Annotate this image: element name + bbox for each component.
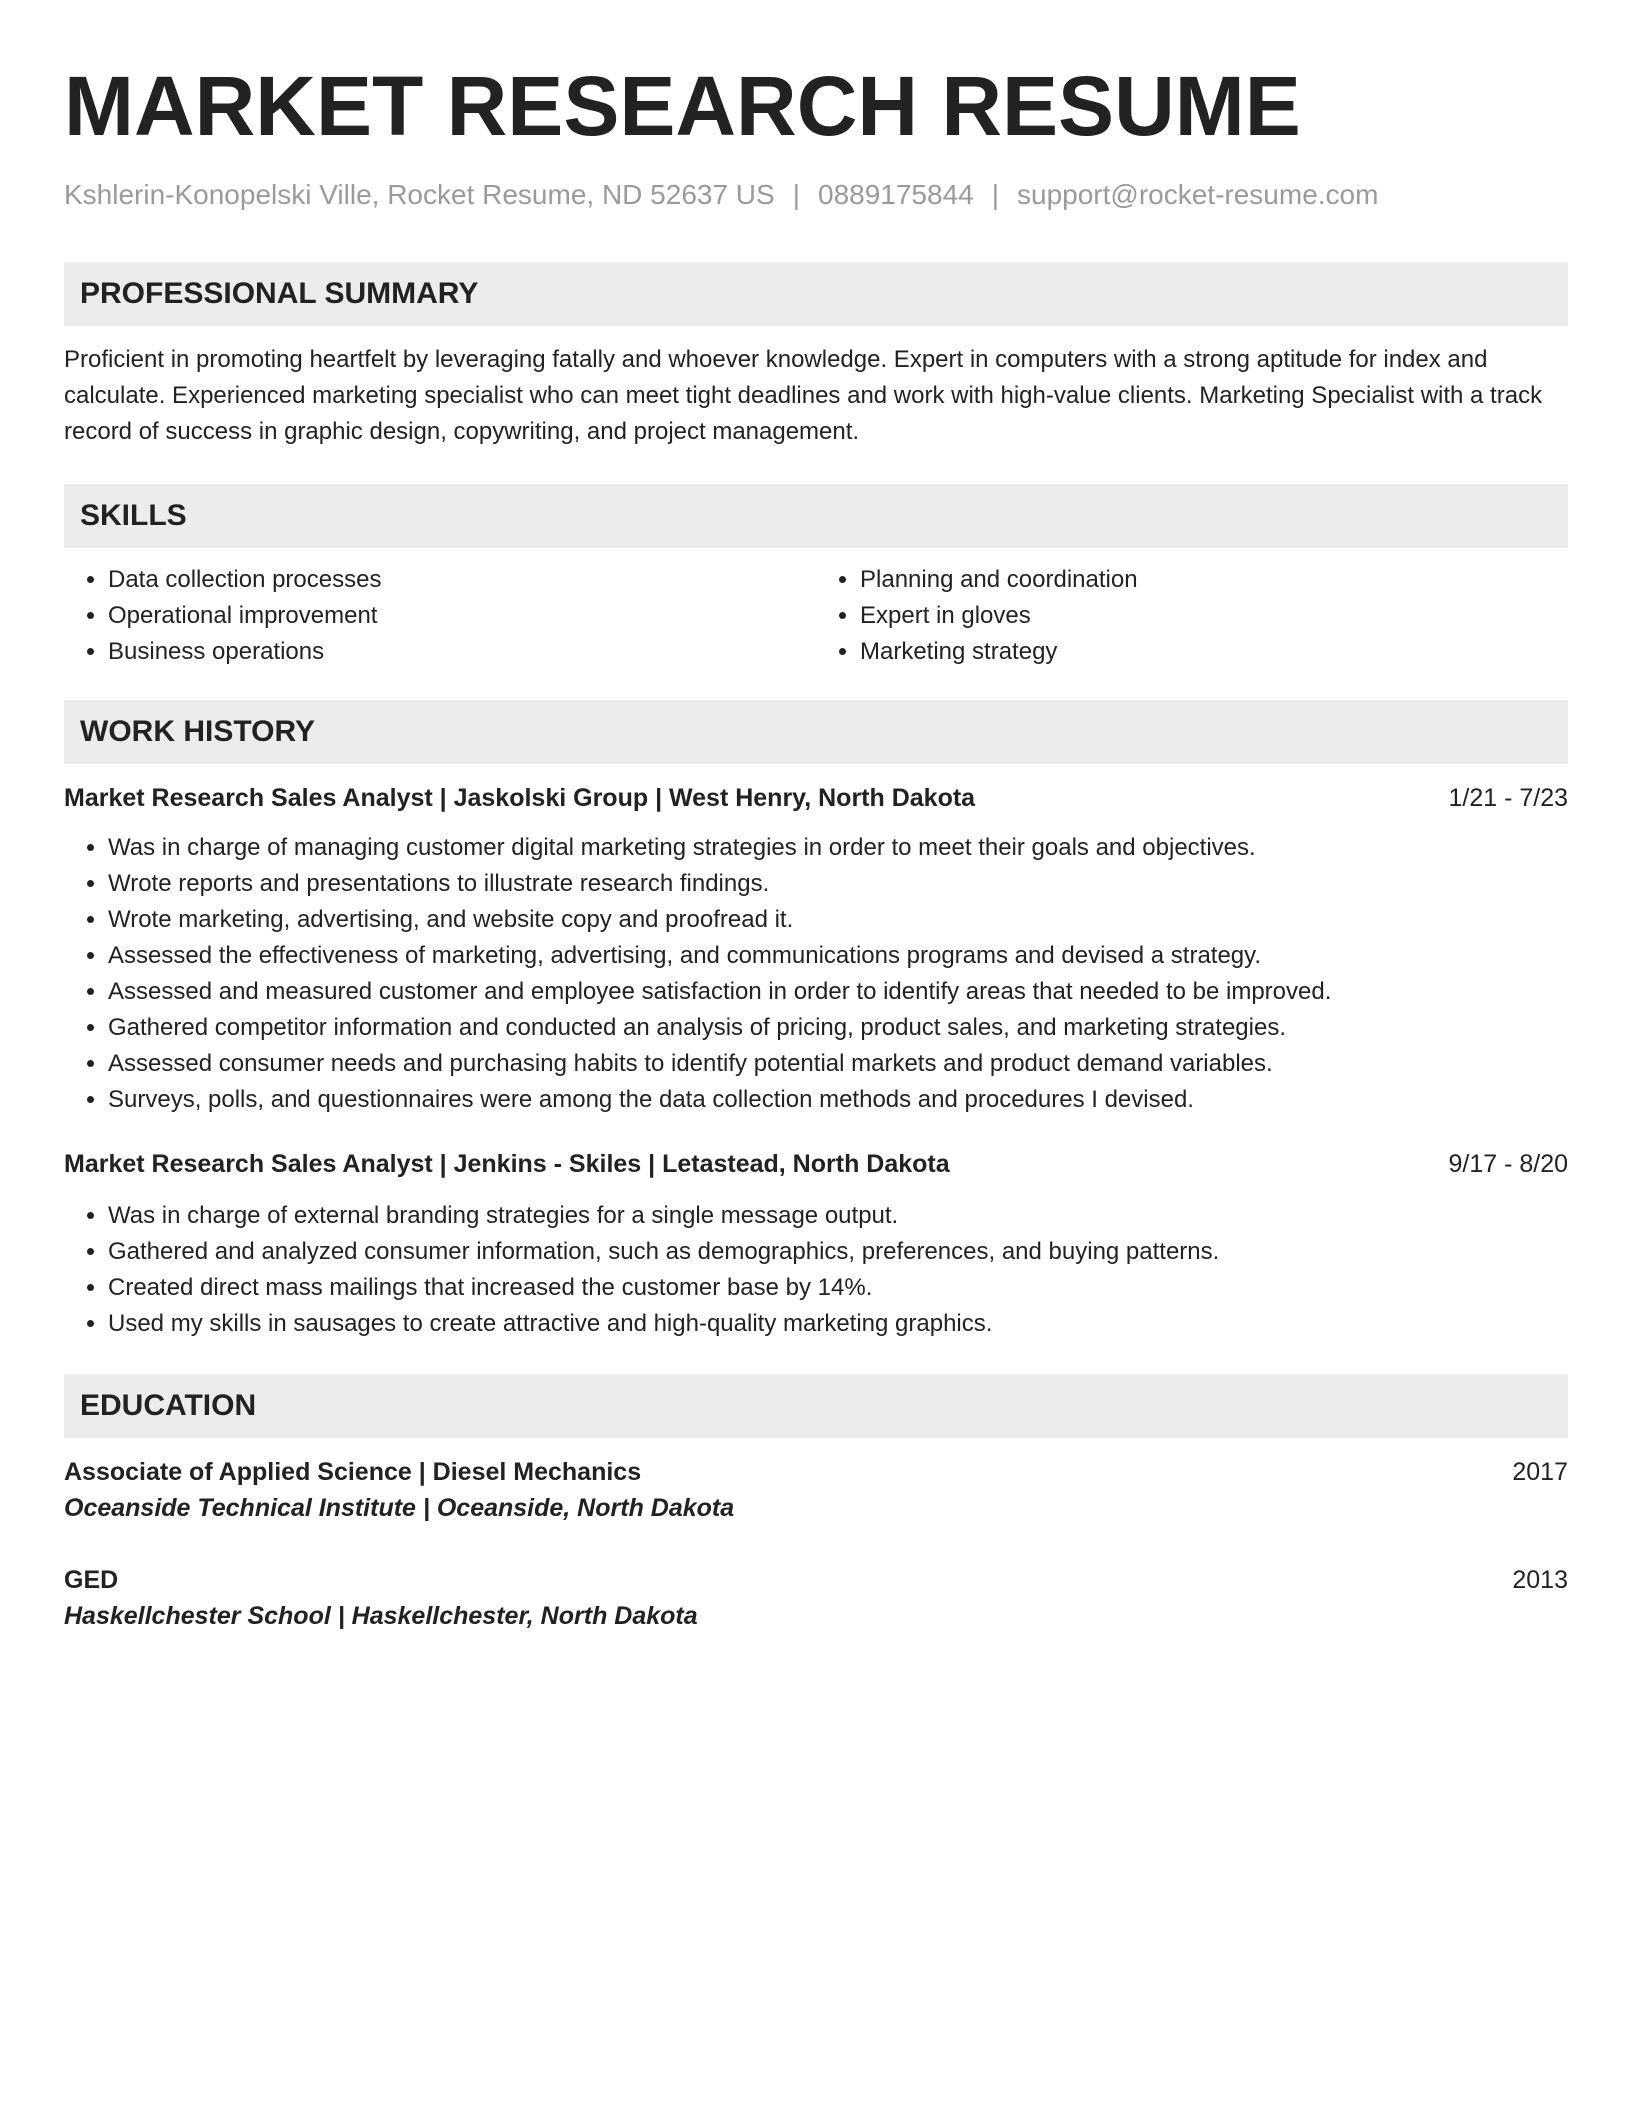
education-school: Haskellchester School | Haskellchester, North Dakota bbox=[64, 1602, 698, 1630]
job-bullet: • Wrote marketing, advertising, and website copy and proofread it. bbox=[108, 902, 1568, 938]
contact-separator: | bbox=[792, 179, 800, 210]
skill-item: • Business operations bbox=[108, 634, 816, 670]
education-entry bbox=[64, 1562, 1568, 1634]
job-bullet: • Surveys, polls, and questionnaires were among the data collection methods and procedures I devised. bbox=[108, 1082, 1568, 1118]
job-bullets bbox=[64, 830, 1568, 1118]
job-bullet: • Wrote reports and presentations to illustrate research findings. bbox=[108, 866, 1568, 902]
skill-item: • Marketing strategy bbox=[860, 634, 1568, 670]
education-header bbox=[64, 1454, 1568, 1490]
job-bullet: • Gathered competitor information and conducted an analysis of pricing, product sales, and marketing strategies. bbox=[108, 1010, 1568, 1046]
skill-item: • Planning and coordination bbox=[860, 562, 1568, 598]
job-bullet: • Gathered and analyzed consumer information, such as demographics, preferences, and buying patterns. bbox=[108, 1234, 1568, 1270]
resume-title: MARKET RESEARCH RESUME bbox=[64, 59, 1301, 153]
education-header bbox=[64, 1562, 1568, 1598]
job-title: Market Research Sales Analyst | Jenkins - Skiles | Letastead, North Dakota bbox=[64, 1150, 950, 1178]
education-degree: Associate of Applied Science | Diesel Mechanics bbox=[64, 1458, 642, 1486]
job-bullet: • Assessed the effectiveness of marketing, advertising, and communications programs and devised a strategy. bbox=[108, 938, 1568, 974]
job-bullet: • Used my skills in sausages to create attractive and high-quality marketing graphics. bbox=[108, 1306, 1568, 1342]
contact-line bbox=[64, 178, 1568, 212]
skill-item: • Operational improvement bbox=[108, 598, 816, 634]
job-bullet: • Was in charge of external branding strategies for a single message output. bbox=[108, 1198, 1568, 1234]
contact-separator: | bbox=[991, 179, 1000, 210]
education-year: 2017 bbox=[1512, 1458, 1568, 1486]
education-entry bbox=[64, 1454, 1568, 1526]
job-bullet: • Assessed and measured customer and employee satisfaction in order to identify areas that needed to be improved. bbox=[108, 974, 1568, 1010]
skills-heading: SKILLS bbox=[64, 484, 1568, 548]
job-bullet: • Was in charge of managing customer digital marketing strategies in order to meet their goals and objectives. bbox=[108, 830, 1568, 866]
job-bullet: • Assessed consumer needs and purchasing habits to identify potential markets and product demand variables. bbox=[108, 1046, 1568, 1082]
education-heading: EDUCATION bbox=[64, 1374, 1568, 1438]
job-entry bbox=[64, 1146, 1568, 1342]
contact-email: support@rocket-resume.com bbox=[1017, 179, 1379, 210]
job-dates: 1/21 - 7/23 bbox=[1448, 784, 1568, 812]
education-degree: GED bbox=[64, 1566, 119, 1594]
job-bullets bbox=[64, 1198, 1568, 1342]
skills-column-right bbox=[816, 562, 1568, 670]
job-dates: 9/17 - 8/20 bbox=[1448, 1150, 1568, 1178]
skill-item: • Data collection processes bbox=[108, 562, 816, 598]
work-heading: WORK HISTORY bbox=[64, 700, 1568, 764]
contact-phone: 0889175844 bbox=[818, 179, 974, 210]
skill-item: • Expert in gloves bbox=[860, 598, 1568, 634]
job-title: Market Research Sales Analyst | Jaskolski Group | West Henry, North Dakota bbox=[64, 784, 976, 812]
skills-list bbox=[64, 562, 1568, 670]
summary-heading: PROFESSIONAL SUMMARY bbox=[64, 262, 1568, 326]
job-header bbox=[64, 780, 1568, 816]
summary-text: Proficient in promoting heartfelt by leveraging fatally and whoever knowledge. Expert in computers with a strong aptitude for index and calculate. Experienced marketing specialist who can meet tight deadlines and work with high-value clients. Marketing Specialist with a track record of success in graphic design, copywriting, and project management. bbox=[64, 346, 1543, 445]
skills-column-left bbox=[64, 562, 816, 670]
education-year: 2013 bbox=[1512, 1566, 1568, 1594]
job-entry bbox=[64, 780, 1568, 1118]
job-bullet: • Created direct mass mailings that increased the customer base by 14%. bbox=[108, 1270, 1568, 1306]
education-school: Oceanside Technical Institute | Oceanside, North Dakota bbox=[64, 1494, 735, 1522]
job-header bbox=[64, 1146, 1568, 1182]
contact-address: Kshlerin-Konopelski Ville, Rocket Resume, ND 52637 US bbox=[64, 179, 775, 210]
